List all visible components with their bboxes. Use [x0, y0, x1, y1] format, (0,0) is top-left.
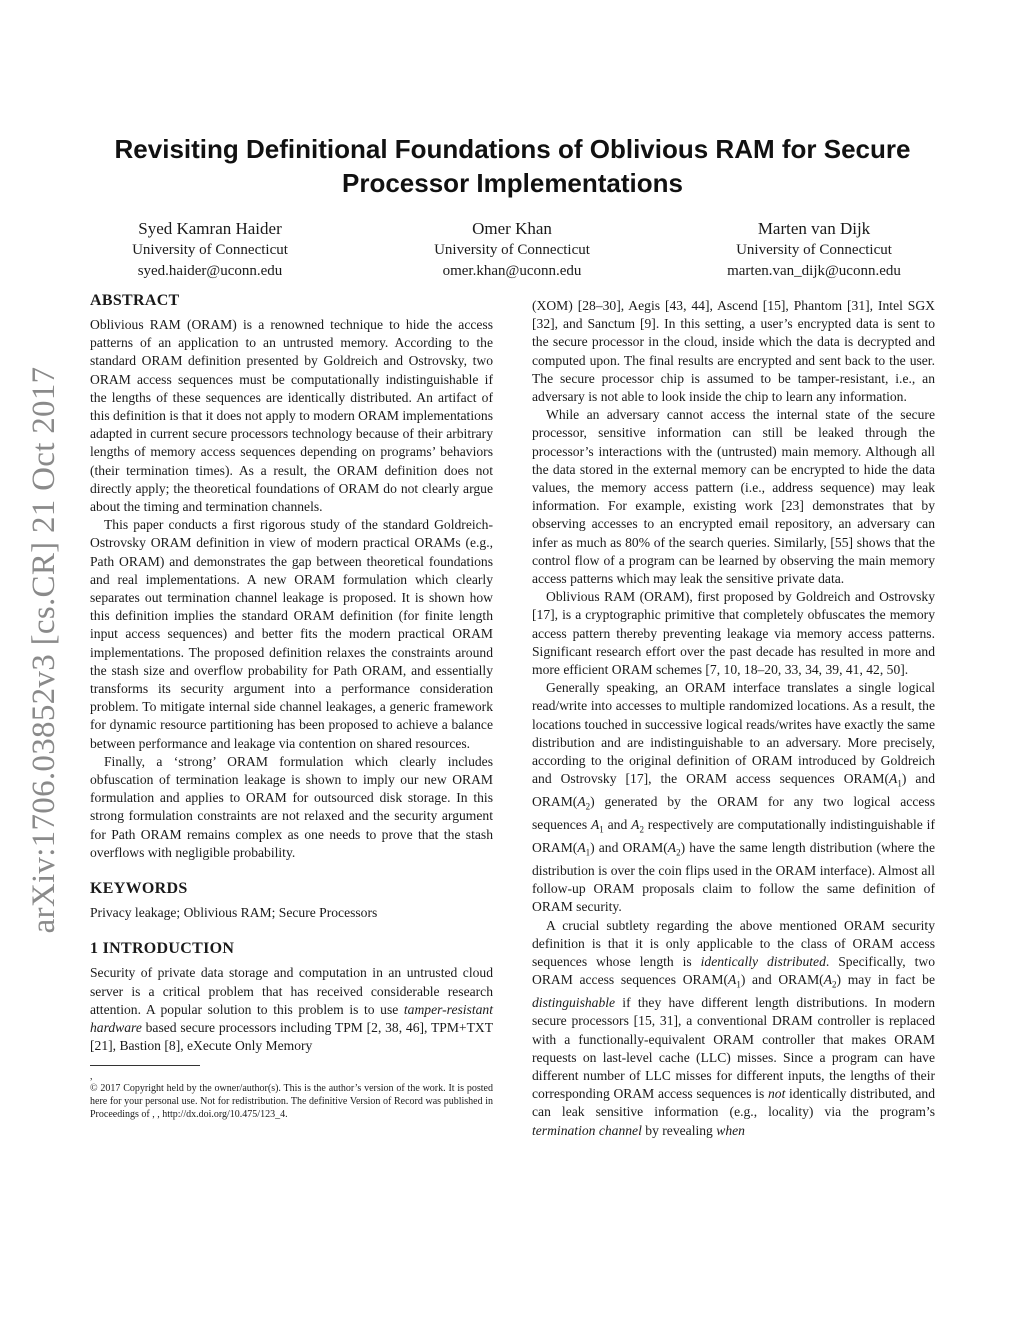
footnote-divider [90, 1065, 200, 1066]
intro-paragraph: A crucial subtlety regarding the above mentioned ORAM security definition is that it is only applicable to the class of ORAM access sequences whose length is identically distributed. Specifically, two ORAM access sequences $ORAM(A_1)$ and $ORAM(A_2)$ may in fact be distinguishable if they have different length distributions. In modern secure processors [15, 31], a conventional DRAM controller is replaced with a functionally-equivalent ORAM controller that makes ORAM requests on last-level cache (LLC) misses. Since a program can have different number of LLC misses for different inputs, the lengths of their corresponding ORAM access sequences is not identically distributed, and can leak sensitive information (e.g., locality) via the program’s termination channel by revealing when [532, 917, 935, 1138]
author-name: Marten van Dijk [757, 219, 871, 238]
introduction-section [90, 940, 493, 1055]
keywords-text: Privacy leakage; Oblivious RAM; Secure Processors [90, 905, 378, 921]
intro-paragraph: Security of private data storage and computation in an untrusted cloud server is a critical problem that has received considerable research attention. A popular solution to this problem is to use tamper-resistant hardware based secure processors including TPM [2, 38, 46], TPM+TXT [21], Bastion [8], eXecute Only Memory [90, 965, 493, 1054]
footnote-text: © 2017 Copyright held by the owner/author(s). This is the author’s version of the work. It is posted here for your personal use. Not for redistribution. The definitive Version of Record was published in Proceedings of , , http://dx.doi.org/10.475/123_4. [90, 1083, 493, 1121]
author-email: marten.van_dijk@uconn.edu [727, 263, 901, 279]
abstract-heading: ABSTRACT [90, 292, 180, 309]
abstract-paragraph: This paper conducts a first rigorous study of the standard Goldreich-Ostrovsky ORAM definition in view of modern practical ORAMs (e.g., Path ORAM) and demonstrates the gap between theoretical foundations and real implementations. A new ORAM formulation which clearly separates out termination channel leakage is proposed. It is shown how this definition implies the standard ORAM definition (for finite length input access sequences) and better fits the modern practical ORAM implementations. The proposed definition relaxes the constraints around the stash size and overflow probability for Path ORAM, and essentially transforms its security argument into a performance consideration problem. To mitigate internal side channel leakages, a generic framework for dynamic resource partitioning has been proposed to achieve a balance between performance and leakage via contention on shared resources. [90, 517, 493, 751]
intro-paragraph: (XOM) [28–30], Aegis [43, 44], Ascend [15], Phantom [31], Intel SGX [32], and Sanctum [9]. In this setting, a user’s encrypted data is sent to the secure processor in the cloud, inside which the data is decrypted and computed upon. The final results are encrypted and sent back to the user. The secure processor chip is assumed to be tamper-resistant, i.e., an adversary is not able to look inside the chip to learn any information. [532, 298, 935, 405]
author-block [90, 218, 935, 282]
author-3 [694, 218, 934, 282]
intro-paragraph: While an adversary cannot access the internal state of the secure processor, sensitive information can still be leaked through the processor’s interactions with the (untrusted) main memory. Although all the data stored in the external memory can be encrypted to hide the data values, the memory access pattern (i.e., address sequence) may leak information. For example, existing work [23] demonstrates that by observing accesses to an encrypted email repository, an adversary can infer as much as 80% of the search queries. Similarly, [55] shows that the control flow of a program can be learned by observing the main memory access patterns which may leak the sensitive private data. [532, 407, 935, 587]
arxiv-identifier: arXiv:1706.03852v3 [cs.CR] 21 Oct 2017 [26, 366, 62, 934]
author-affiliation: University of Connecticut [434, 242, 590, 258]
author-affiliation: University of Connecticut [132, 242, 288, 258]
right-column [532, 297, 935, 1140]
abstract-paragraph: Finally, a ‘strong’ ORAM formulation which clearly includes obfuscation of termination leakage is shown to imply our new ORAM formulation and applies to ORAM for outsourced disk storage. In this strong formulation constraints are not relaxed and the security argument for Path ORAM remains complex as one needs to prove that the stash overflows with negligible probability. [90, 753, 493, 860]
introduction-heading: 1 INTRODUCTION [90, 940, 235, 958]
author-affiliation: University of Connecticut [736, 242, 892, 258]
intro-paragraph: Generally speaking, an ORAM interface translates a single logical read/write into accesses to multiple randomized locations. As a result, the locations touched in successive logical reads/writes have exactly the same distribution and are indistinguishable to an adversary. More precisely, according to the original definition of ORAM introduced by Goldreich and Ostrovsky [17], the ORAM access sequences $ORAM(A_1)$ and $ORAM(A_2)$ generated by the ORAM for any two logical access sequences $A_1$ and $A_2$ respectively are computationally indistinguishable if $ORAM(A_1)$ and $ORAM(A_2)$ have the same length distribution (where the distribution is over the coin flips used in the ORAM interface). Almost all follow-up ORAM proposals claim to follow the same definition of ORAM security. [532, 680, 935, 915]
footnote-mark: , [90, 1071, 93, 1083]
abstract-paragraph: Oblivious RAM (ORAM) is a renowned technique to hide the access patterns of an application to an untrusted memory. According to the standard ORAM definition presented by Goldreich and Ostrovsky, two ORAM access sequences must be computationally indistinguishable if the lengths of these sequences are identically distributed. An artifact of this definition is that it does not apply to modern ORAM implementations adapted in current secure processors technology because of their arbitrary lengths of memory access sequences depending on programs’ behaviors (their termination times). As a result, the ORAM definition does not directly apply; the theoretical foundations of ORAM do not clearly argue about the timing and termination channels. [90, 317, 493, 515]
keywords-section [90, 880, 493, 922]
copyright-footnote [90, 1072, 493, 1121]
paper-title: Revisiting Definitional Foundations of Oblivious RAM for Secure Processor Implementations [114, 134, 911, 198]
abstract-section [90, 292, 493, 862]
keywords-heading: KEYWORDS [90, 880, 188, 898]
left-column [90, 292, 493, 1121]
author-email: omer.khan@uconn.edu [442, 263, 582, 279]
author-name: Omer Khan [472, 219, 552, 238]
author-1 [90, 218, 330, 282]
author-email: syed.haider@uconn.edu [137, 263, 283, 279]
author-name: Syed Kamran Haider [138, 219, 282, 238]
author-2 [392, 218, 632, 282]
intro-paragraph: Oblivious RAM (ORAM), first proposed by Goldreich and Ostrovsky [17], is a cryptographic primitive that completely obfuscates the memory access pattern thereby preventing leakage via memory access patterns. Significant research effort over the past decade has resulted in more and more efficient ORAM schemes [7, 10, 18–20, 33, 34, 39, 41, 42, 50]. [532, 589, 935, 678]
